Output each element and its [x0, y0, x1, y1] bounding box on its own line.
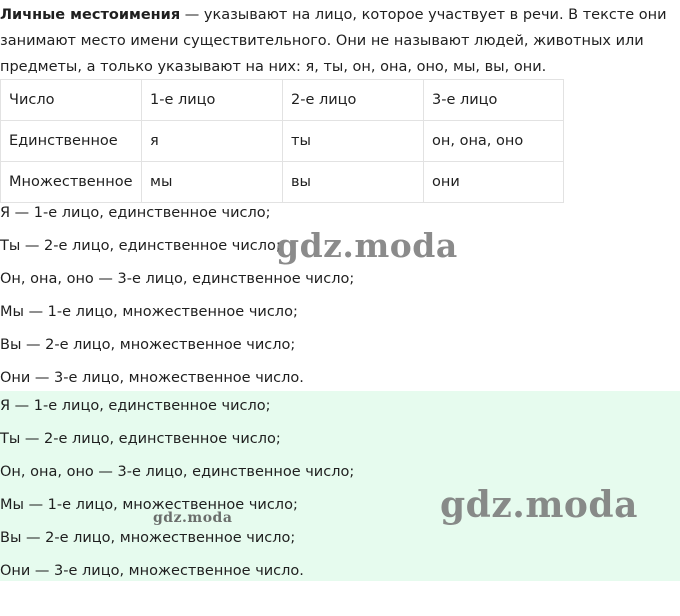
- list-item: Ты — 2-е лицо, единственное число;: [0, 238, 281, 254]
- table-cell: 3-е лицо: [424, 80, 564, 121]
- intro-text: — указывают на лицо, которое участвует в речи. В тексте они занимают место имени существительного. Они не называют людей, животных или предметы, а только указывают на них: я, ты, он, она, оно, мы, вы, они.: [0, 7, 667, 75]
- table-cell: Единственное: [1, 121, 142, 162]
- list-item: Вы — 2-е лицо, множественное число;: [0, 530, 296, 546]
- intro-paragraph: [0, 2, 676, 80]
- table-cell: Множественное: [1, 162, 142, 203]
- list-item: Мы — 1-е лицо, множественное число;: [0, 304, 298, 320]
- intro-term: Личные местоимения: [0, 7, 181, 23]
- table-cell: вы: [283, 162, 424, 203]
- table-cell: ты: [283, 121, 424, 162]
- list-item: Мы — 1-е лицо, множественное число;: [0, 497, 298, 513]
- watermark: gdz.moda: [153, 510, 233, 526]
- table-cell: я: [142, 121, 283, 162]
- table-cell: 2-е лицо: [283, 80, 424, 121]
- list-item: Он, она, оно — 3-е лицо, единственное число;: [0, 271, 355, 287]
- list-item: Он, она, оно — 3-е лицо, единственное число;: [0, 464, 355, 480]
- list-item: Я — 1-е лицо, единственное число;: [0, 205, 271, 221]
- table-row: [1, 162, 564, 203]
- answer-list: [0, 396, 354, 594]
- table-cell: мы: [142, 162, 283, 203]
- table-cell: 1-е лицо: [142, 80, 283, 121]
- pronoun-table: [0, 79, 564, 203]
- table-cell: они: [424, 162, 564, 203]
- list-item: Они — 3-е лицо, множественное число.: [0, 370, 304, 386]
- table-row: [1, 121, 564, 162]
- list-item: Они — 3-е лицо, множественное число.: [0, 563, 304, 579]
- watermark: gdz.moda: [440, 484, 638, 526]
- list-item: Я — 1-е лицо, единственное число;: [0, 398, 271, 414]
- list-item: Вы — 2-е лицо, множественное число;: [0, 337, 296, 353]
- watermark: gdz.moda: [276, 226, 458, 265]
- list-item: Ты — 2-е лицо, единственное число;: [0, 431, 281, 447]
- table-cell: Число: [1, 80, 142, 121]
- table-row: [1, 80, 564, 121]
- table-cell: он, она, оно: [424, 121, 564, 162]
